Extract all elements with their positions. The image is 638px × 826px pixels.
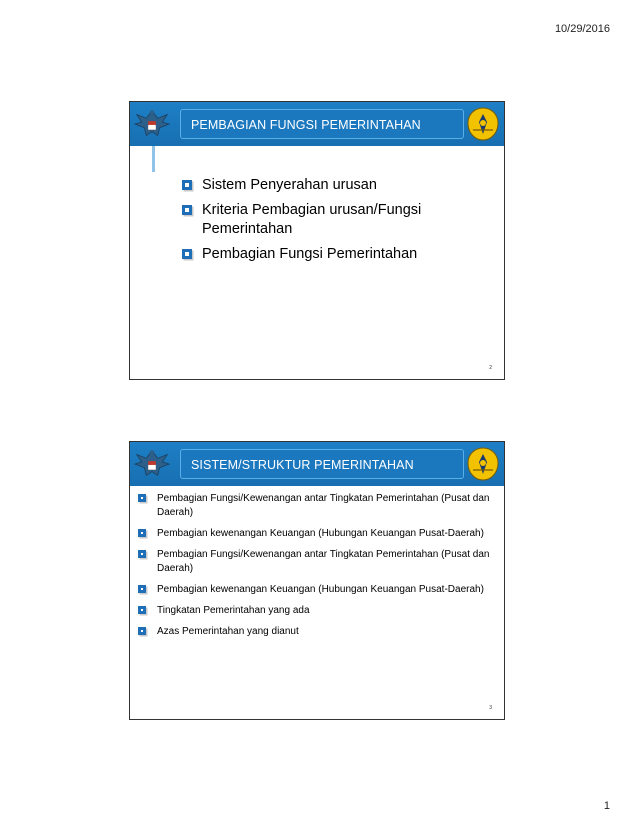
square-bullet-icon bbox=[182, 205, 192, 215]
list-item: Pembagian kewenangan Keuangan (Hubungan Keuangan Pusat-Daerah) bbox=[138, 583, 494, 597]
page-number: 1 bbox=[603, 800, 610, 812]
square-bullet-icon bbox=[138, 627, 146, 635]
accent-bar bbox=[152, 146, 155, 172]
garuda-emblem-icon bbox=[133, 105, 171, 143]
slide-title: PEMBAGIAN FUNGSI PEMERINTAHAN bbox=[180, 109, 464, 139]
list-item: Pembagian Fungsi/Kewenangan antar Tingkatan Pemerintahan (Pusat dan Daerah) bbox=[138, 548, 494, 576]
garuda-emblem-icon bbox=[133, 445, 171, 483]
slide-title: SISTEM/STRUKTUR PEMERINTAHAN bbox=[180, 449, 464, 479]
list-item: Pembagian Fungsi/Kewenangan antar Tingkatan Pemerintahan (Pusat dan Daerah) bbox=[138, 492, 494, 520]
square-bullet-icon bbox=[138, 606, 146, 614]
list-item: Sistem Penyerahan urusan bbox=[180, 176, 474, 195]
list-item: Pembagian Fungsi Pemerintahan bbox=[180, 245, 474, 264]
square-bullet-icon bbox=[138, 494, 146, 502]
square-bullet-icon bbox=[138, 529, 146, 537]
slide-banner bbox=[130, 442, 504, 486]
slide-3 bbox=[129, 441, 505, 720]
list-item: Azas Pemerintahan yang dianut bbox=[138, 625, 494, 639]
square-bullet-icon bbox=[182, 249, 192, 259]
list-item: Kriteria Pembagian urusan/Fungsi Pemerintahan bbox=[180, 201, 474, 239]
ministry-emblem-icon bbox=[465, 105, 501, 143]
slide-number: 2 bbox=[489, 365, 492, 371]
slide-banner bbox=[130, 102, 504, 146]
square-bullet-icon bbox=[138, 585, 146, 593]
bullet-list bbox=[138, 492, 494, 646]
square-bullet-icon bbox=[182, 180, 192, 190]
bullet-list bbox=[180, 176, 474, 270]
square-bullet-icon bbox=[138, 550, 146, 558]
date-header: 10/29/2016 bbox=[554, 23, 610, 35]
list-item: Pembagian kewenangan Keuangan (Hubungan Keuangan Pusat-Daerah) bbox=[138, 527, 494, 541]
slide-2 bbox=[129, 101, 505, 380]
ministry-emblem-icon bbox=[465, 445, 501, 483]
slide-number: 3 bbox=[489, 705, 492, 711]
list-item: Tingkatan Pemerintahan yang ada bbox=[138, 604, 494, 618]
